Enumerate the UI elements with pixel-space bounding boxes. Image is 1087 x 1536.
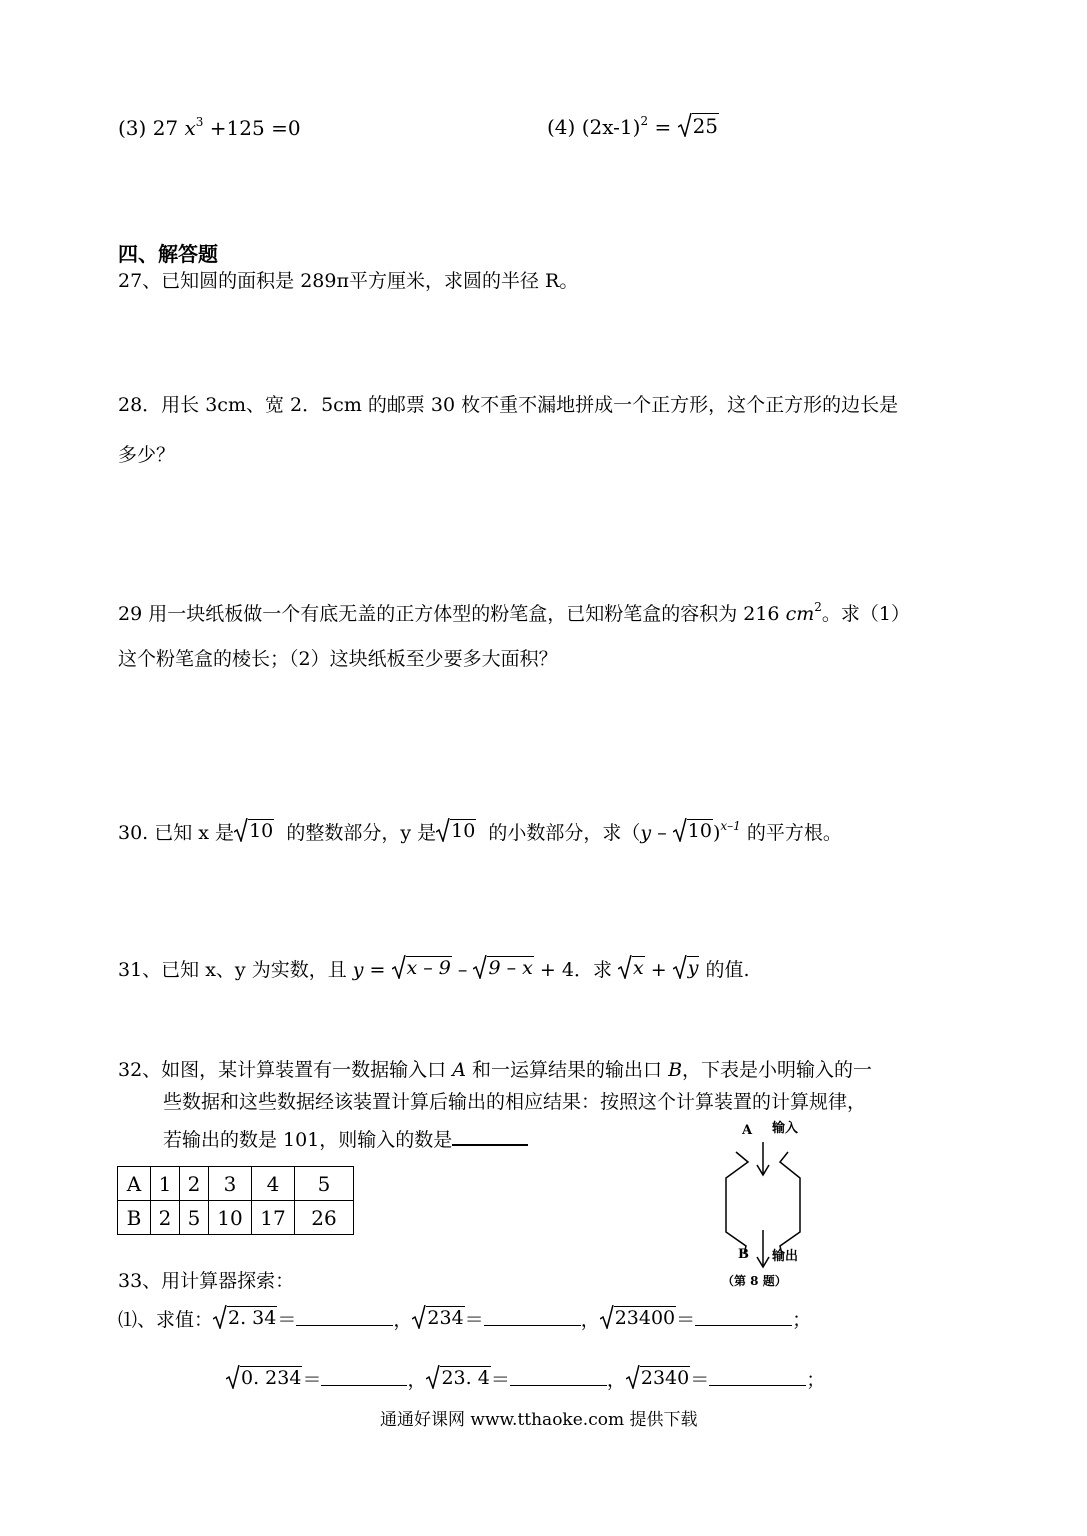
sqrt-symbol: 10 bbox=[234, 818, 274, 842]
sqrt-symbol: 0. 234 bbox=[226, 1365, 302, 1389]
answer-blank[interactable] bbox=[484, 1307, 581, 1326]
question-32-line3: 若输出的数是 101，则输入的数是 bbox=[163, 1126, 528, 1150]
question-29-line2: 这个粉笔盒的棱长；（2）这块纸板至少要多大面积？ bbox=[118, 648, 558, 670]
question-28-line1: 28．用长 3cm、宽 2．5cm 的邮票 30 枚不重不漏地拼成一个正方形，这个正方形的边长是 bbox=[118, 394, 899, 416]
table-cell: 5 bbox=[180, 1201, 209, 1235]
question-29-line1: 29 用一块纸板做一个有底无盖的正方体型的粉笔盒，已知粉笔盒的容积为 216 $cm^2$。求（1） bbox=[118, 600, 910, 625]
sqrt-symbol: 2340 bbox=[626, 1365, 690, 1389]
sqrt-symbol: 10 bbox=[673, 818, 713, 842]
input-label: 输入 bbox=[772, 1121, 799, 1136]
question-33-row2: 0. 234 ＝ ， 23. 4 ＝ ， 2340 ＝ ； bbox=[226, 1365, 825, 1390]
sqrt-symbol: 9 – x bbox=[473, 955, 533, 979]
sqrt-symbol: x bbox=[618, 955, 645, 979]
table-cell: 10 bbox=[209, 1201, 252, 1235]
table-cell: 2 bbox=[151, 1201, 180, 1235]
input-port-label: A bbox=[742, 1123, 753, 1138]
question-33-row1: ⑴、求值： 2. 34 ＝ ， 234 ＝ ， 23400 ＝ ； bbox=[118, 1305, 811, 1330]
table-cell: 1 bbox=[151, 1167, 180, 1201]
page-footer: 通通好课网 www.tthaoke.com 提供下载 bbox=[380, 1410, 698, 1430]
table-row bbox=[118, 1201, 354, 1235]
sqrt-symbol: 234 bbox=[412, 1305, 464, 1329]
table-cell: B bbox=[118, 1201, 151, 1235]
sqrt-symbol: 23. 4 bbox=[426, 1365, 490, 1389]
answer-blank[interactable] bbox=[296, 1307, 393, 1326]
table-cell: 4 bbox=[252, 1167, 295, 1201]
question-31: 31、已知 x、y 为实数，且 y = x – 9 – 9 – x + 4．求 x + y 的值. bbox=[118, 955, 750, 980]
sqrt-symbol: x – 9 bbox=[392, 955, 452, 979]
table-row bbox=[118, 1167, 354, 1201]
question-33-title: 33、用计算器探索： bbox=[118, 1270, 295, 1292]
question-27: 27、已知圆的面积是 289π平方厘米，求圆的半径 R。 bbox=[118, 270, 579, 292]
table-cell: 2 bbox=[180, 1167, 209, 1201]
table-cell: 3 bbox=[209, 1167, 252, 1201]
answer-blank[interactable] bbox=[321, 1367, 407, 1386]
output-port-label: B bbox=[738, 1247, 749, 1262]
sqrt-symbol: 2. 34 bbox=[213, 1305, 277, 1329]
question-32-line2: 些数据和这些数据经该装置计算后输出的相应结果：按照这个计算装置的计算规律， bbox=[163, 1091, 867, 1113]
table-cell: 17 bbox=[252, 1201, 295, 1235]
question-28-line2: 多少？ bbox=[118, 444, 176, 466]
figure-caption: （第 8 题） bbox=[722, 1274, 787, 1288]
sqrt-symbol: y bbox=[673, 955, 700, 979]
sqrt-symbol: 25 bbox=[678, 113, 719, 137]
table-cell: A bbox=[118, 1167, 151, 1201]
equation-3: (3) 27 $x^3 +125 =0$ bbox=[118, 115, 301, 140]
question-32-line1: 32、如图，某计算装置有一数据输入口 A 和一运算结果的输出口 B，下表是小明输入的一 bbox=[118, 1059, 873, 1081]
answer-blank[interactable] bbox=[510, 1367, 607, 1386]
table-cell: 26 bbox=[295, 1201, 354, 1235]
sqrt-symbol: 23400 bbox=[600, 1305, 676, 1329]
table-cell: 5 bbox=[295, 1167, 354, 1201]
answer-blank[interactable] bbox=[452, 1126, 528, 1146]
sqrt-symbol: 10 bbox=[436, 818, 476, 842]
answer-blank[interactable] bbox=[695, 1307, 792, 1326]
section-title: 四、解答题 bbox=[118, 242, 218, 266]
computing-device-diagram bbox=[714, 1118, 824, 1293]
output-label: 输出 bbox=[772, 1249, 799, 1264]
answer-blank[interactable] bbox=[709, 1367, 806, 1386]
io-table bbox=[117, 1166, 354, 1235]
device-outline bbox=[714, 1118, 824, 1293]
question-30: 30. 已知 x 是 10 的整数部分，y 是 10 的小数部分，求（y – 10 )$^{x-1}$ 的平方根。 bbox=[118, 819, 842, 844]
equation-4: (4) $(2x-1)^2$ = 25 bbox=[547, 114, 719, 139]
